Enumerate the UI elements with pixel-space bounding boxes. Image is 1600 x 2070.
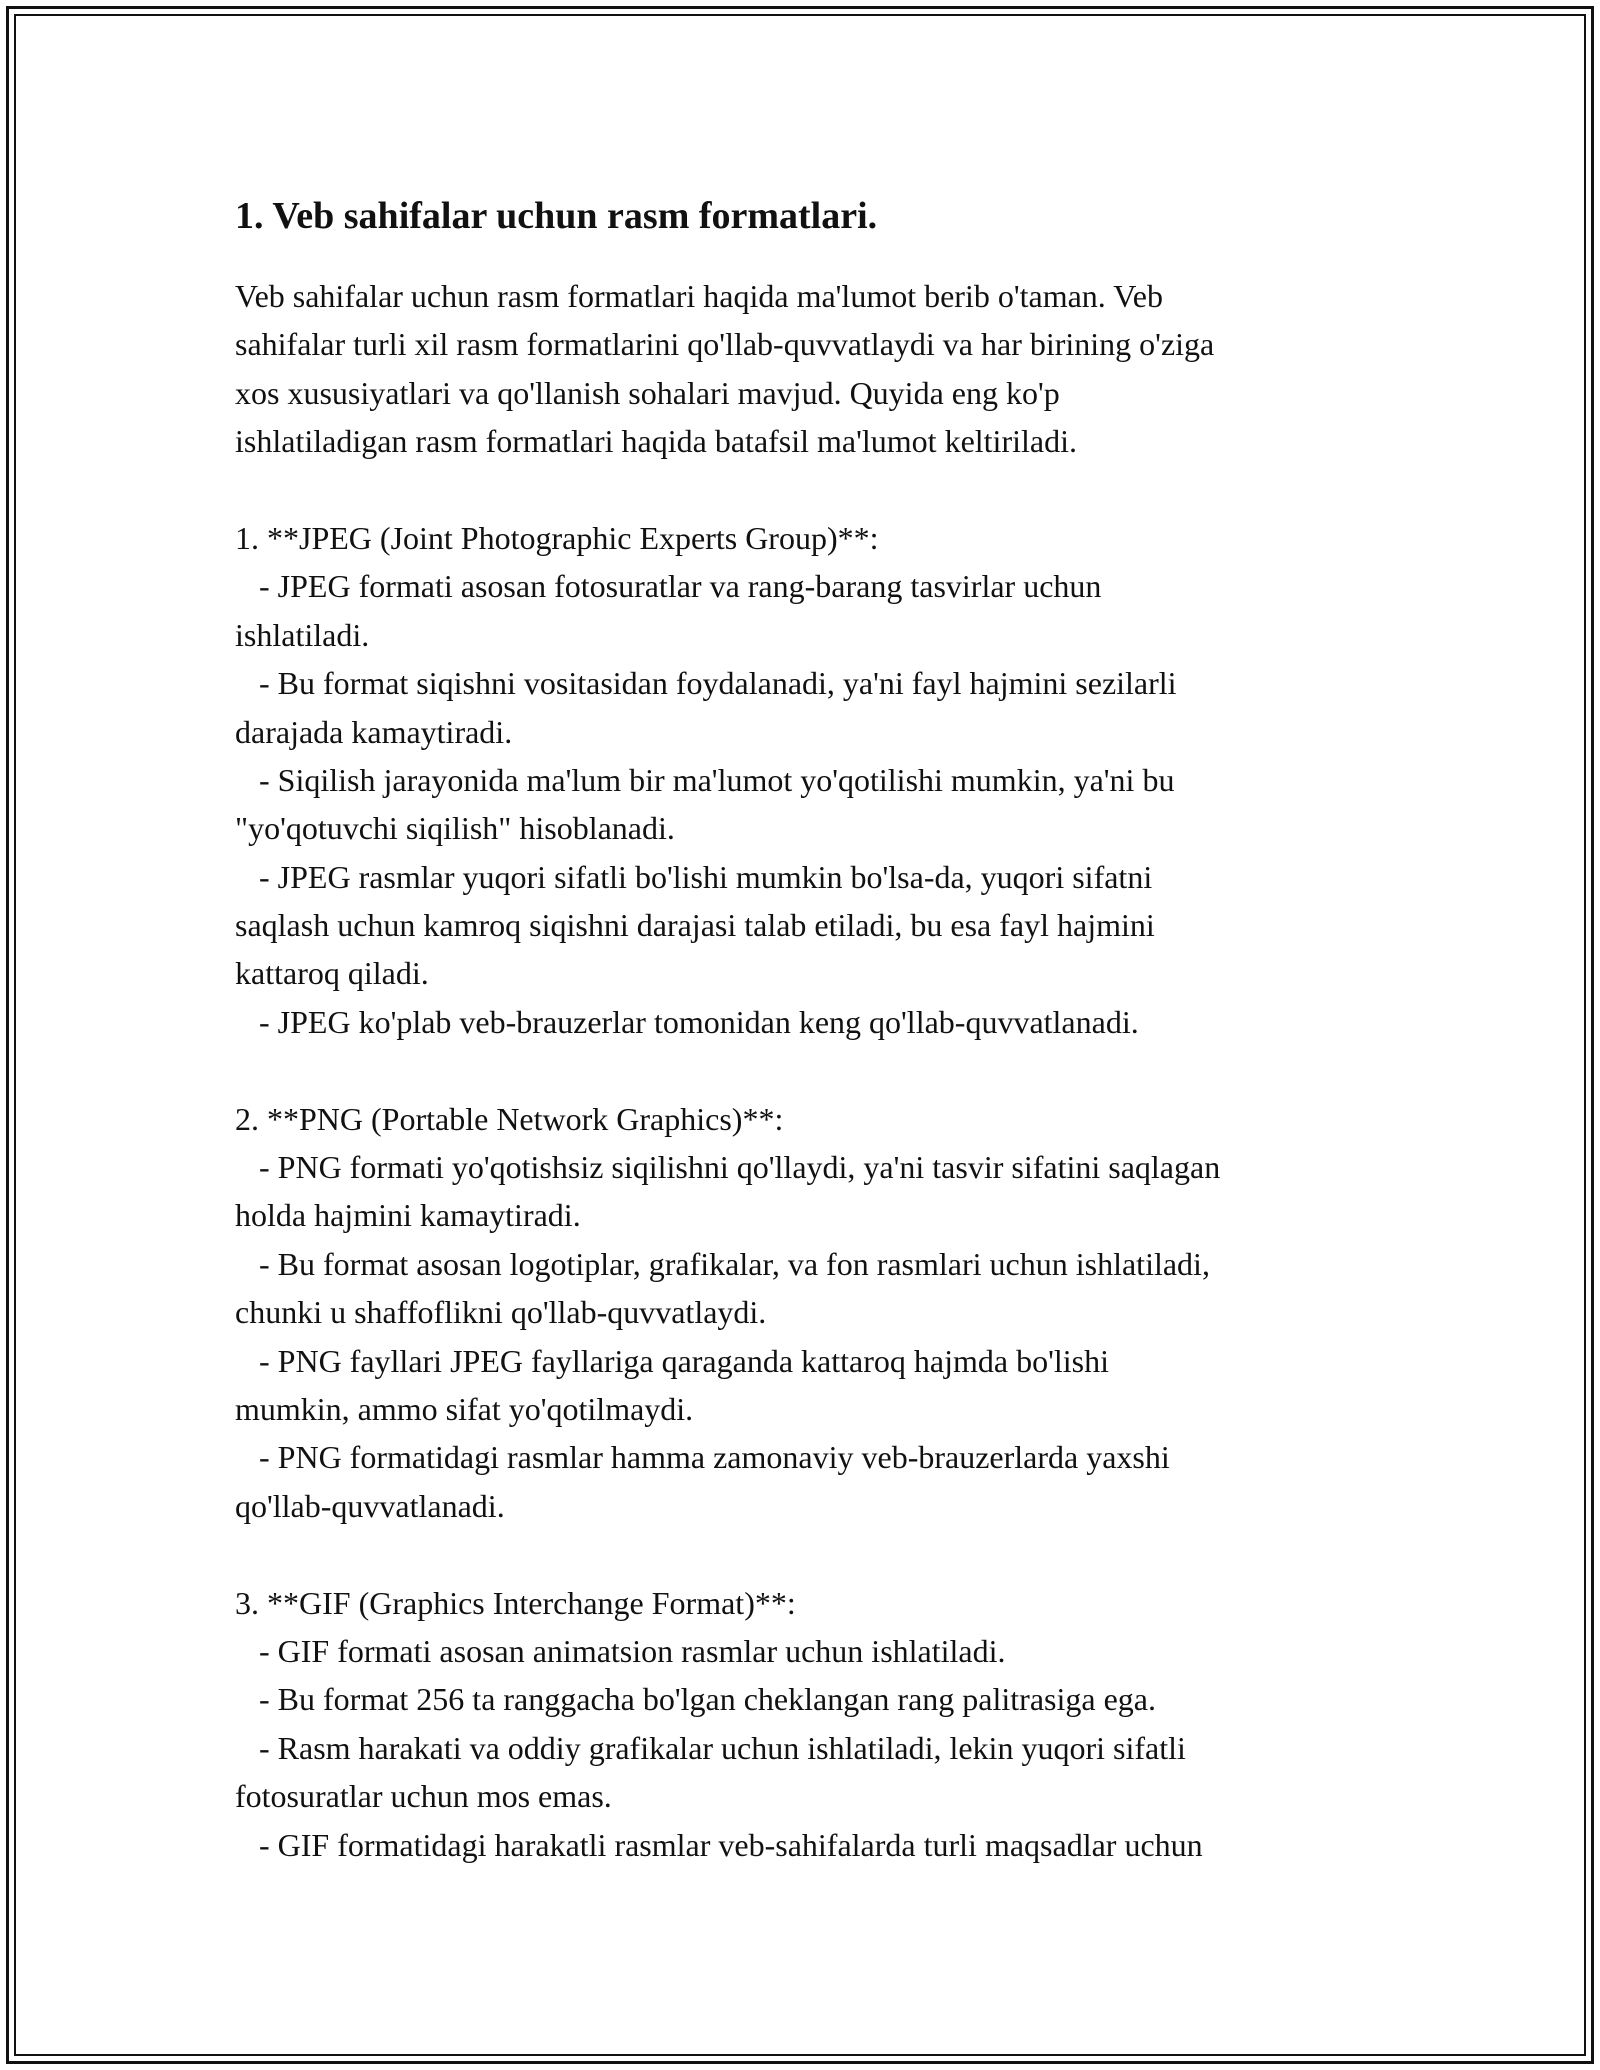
text-line: 2. **PNG (Portable Network Graphics)**: bbox=[235, 1100, 784, 1137]
page-title: 1. Veb sahifalar uchun rasm formatlari. bbox=[235, 195, 878, 237]
text-line: "yo'qotuvchi siqilish" hisoblanadi. bbox=[235, 810, 675, 847]
text-line: chunki u shaffoflikni qo'llab-quvvatlaydi. bbox=[235, 1294, 767, 1331]
text-line: qo'llab-quvvatlanadi. bbox=[235, 1487, 505, 1524]
text-line: - Siqilish jarayonida ma'lum bir ma'lumot yo'qotilishi mumkin, ya'ni bu bbox=[235, 761, 1175, 798]
text-line: 3. **GIF (Graphics Interchange Format)**: bbox=[235, 1584, 796, 1621]
text-line bbox=[235, 466, 1385, 514]
text-line: - JPEG formati asosan fotosuratlar va rang-barang tasvirlar uchun bbox=[235, 568, 1102, 605]
text-line: ishlatiladigan rasm formatlari haqida batafsil ma'lumot keltiriladi. bbox=[235, 423, 1077, 460]
text-line: - Bu format siqishni vositasidan foydalanadi, ya'ni fayl hajmini sezilarli bbox=[235, 665, 1177, 702]
text-line: darajada kamaytiradi. bbox=[235, 713, 513, 750]
text-line: kattaroq qiladi. bbox=[235, 955, 429, 992]
text-line: - PNG fayllari JPEG fayllariga qaraganda kattaroq hajmda bo'lishi bbox=[235, 1342, 1109, 1379]
text-line: - JPEG ko'plab veb-brauzerlar tomonidan keng qo'llab-quvvatlanadi. bbox=[235, 1003, 1139, 1040]
text-line: fotosuratlar uchun mos emas. bbox=[235, 1778, 612, 1815]
text-line: 1. **JPEG (Joint Photographic Experts Group)**: bbox=[235, 519, 879, 556]
text-line: - PNG formati yo'qotishsiz siqilishni qo'llaydi, ya'ni tasvir sifatini saqlagan bbox=[235, 1149, 1221, 1186]
text-line: sahifalar turli xil rasm formatlarini qo'llab-quvvatlaydi va har birining o'ziga bbox=[235, 326, 1215, 363]
text-line: xos xususiyatlari va qo'llanish sohalari mavjud. Quyida eng ko'p bbox=[235, 374, 1060, 411]
document-body bbox=[235, 272, 1385, 1869]
document-page bbox=[235, 190, 1385, 1869]
text-line: mumkin, ammo sifat yo'qotilmaydi. bbox=[235, 1390, 694, 1427]
text-line: - GIF formati asosan animatsion rasmlar uchun ishlatiladi. bbox=[235, 1632, 1006, 1669]
text-line: holda hajmini kamaytiradi. bbox=[235, 1197, 581, 1234]
text-line: - GIF formatidagi harakatli rasmlar veb-sahifalarda turli maqsadlar uchun bbox=[235, 1826, 1203, 1863]
text-line: ishlatiladi. bbox=[235, 616, 370, 653]
text-line: - Rasm harakati va oddiy grafikalar uchun ishlatiladi, lekin yuqori sifatli bbox=[235, 1729, 1186, 1766]
text-line: - JPEG rasmlar yuqori sifatli bo'lishi mumkin bo'lsa-da, yuqori sifatni bbox=[235, 858, 1153, 895]
text-line bbox=[235, 1046, 1385, 1094]
text-line: Veb sahifalar uchun rasm formatlari haqida ma'lumot berib o'taman. Veb bbox=[235, 278, 1163, 314]
text-line bbox=[235, 1530, 1385, 1578]
text-line: - Bu format asosan logotiplar, grafikalar, va fon rasmlari uchun ishlatiladi, bbox=[235, 1245, 1210, 1282]
text-line: - PNG formatidagi rasmlar hamma zamonaviy veb-brauzerlarda yaxshi bbox=[235, 1439, 1170, 1476]
text-line: - Bu format 256 ta ranggacha bo'lgan cheklangan rang palitrasiga ega. bbox=[235, 1681, 1156, 1718]
text-line: saqlash uchun kamroq siqishni darajasi talab etiladi, bu esa fayl hajmini bbox=[235, 907, 1155, 944]
